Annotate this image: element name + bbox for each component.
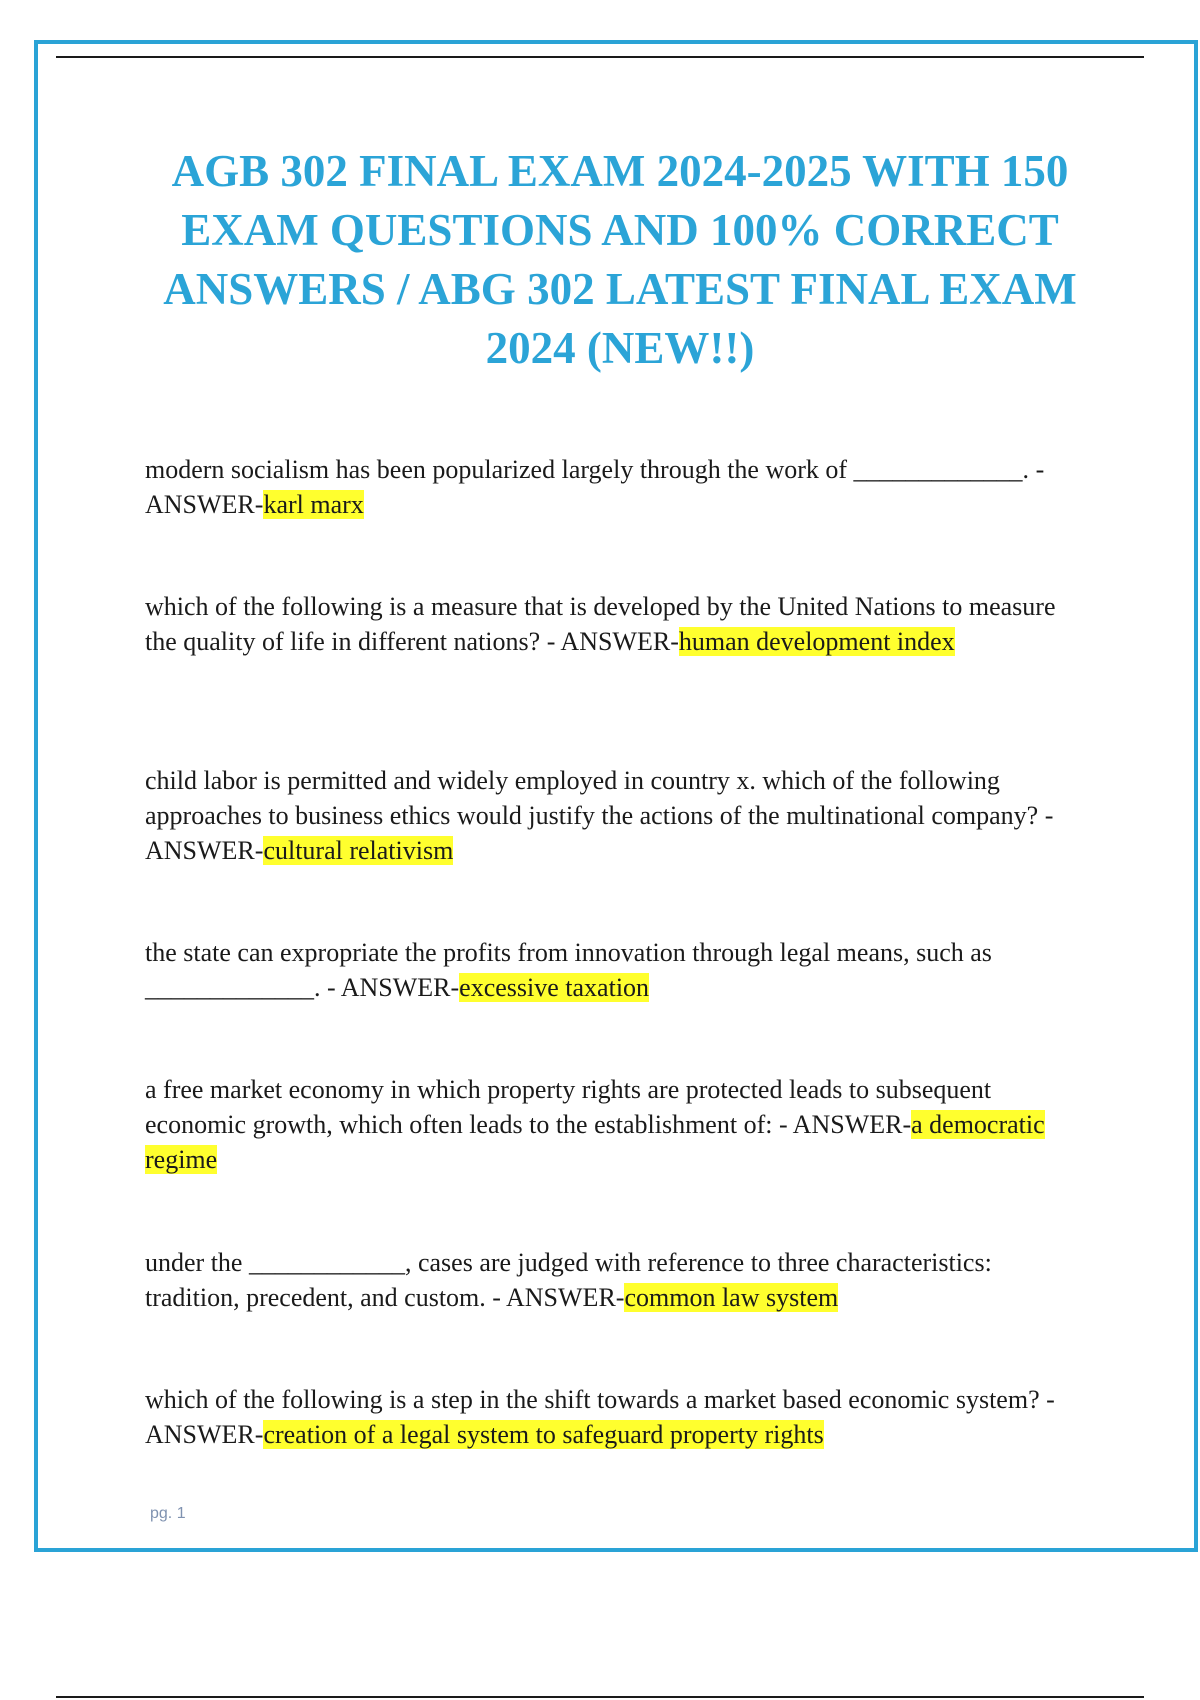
answer-label: - ANSWER- [540,627,679,656]
question-item [145,452,1085,522]
question-text: the state can expropriate the profits from innovation through legal means, such as _____________. [145,938,992,1002]
footer-rule [56,1696,1144,1698]
question-item [145,1382,1085,1452]
answer-text: creation of a legal system to safeguard property rights [263,1420,824,1449]
answer-label: - ANSWER- [145,1385,1055,1449]
question-text: which of the following is a measure that is developed by the United Nations to measure the quality of life in different nations? [145,592,1056,656]
answer-text: human development index [678,627,955,656]
question-text: which of the following is a step in the shift towards a market based economic system? [145,1385,1040,1414]
answer-label: - ANSWER- [320,973,460,1002]
question-item [145,763,1085,868]
document-title: AGB 302 FINAL EXAM 2024-2025 WITH 150 EXAM QUESTIONS AND 100% CORRECT ANSWERS / ABG 302 LATEST FINAL EXAM 2024 (NEW!!) [163,146,1077,373]
question-item [145,589,1085,659]
answer-text: a democratic regime [145,1110,1045,1174]
answer-text: karl marx [263,490,364,519]
answer-text: excessive taxation [459,973,650,1002]
question-item [145,935,1085,1005]
answer-label: - ANSWER- [485,1283,625,1312]
question-text: modern socialism has been popularized largely through the work of _____________. [145,455,1030,484]
answer-text: cultural relativism [263,836,454,865]
answer-label: - ANSWER- [145,801,1054,865]
question-text: child labor is permitted and widely employed in country x. which of the following approaches to business ethics would justify the actions of the multinational company? [145,766,1039,830]
question-text: under the ____________, cases are judged with reference to three characteristics: tradition, precedent, and custom. [145,1248,992,1312]
answer-label: - ANSWER- [145,455,1045,519]
page-number: pg. 1 [150,1505,186,1522]
question-item [145,1245,1085,1315]
answer-label: - ANSWER- [772,1110,912,1139]
question-item [145,1072,1085,1177]
question-text: a free market economy in which property rights are protected leads to subsequent economic growth, which often leads to the establishment of: [145,1075,992,1139]
answer-text: common law system [624,1283,839,1312]
